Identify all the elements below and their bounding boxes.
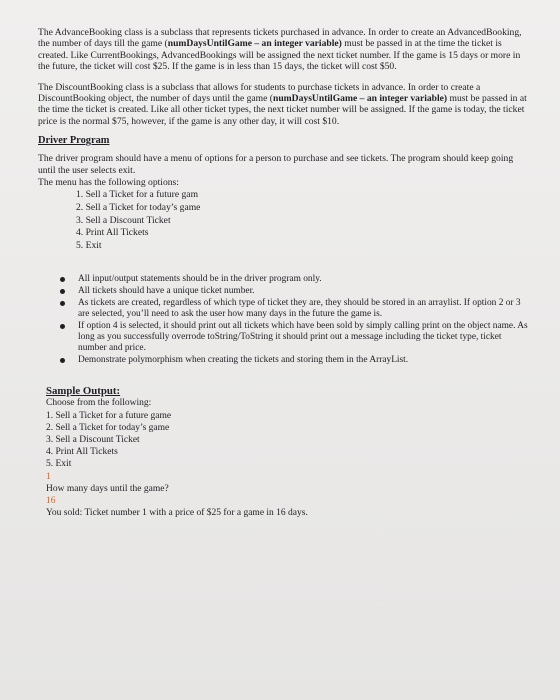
menu-option: 5. Exit — [76, 239, 102, 251]
text-run: must be passed in at the time the ticket is created. Like CurrentBookings, AdvancedBookings will be assigned the next ticket number. If the game is 15 days or more in the future, the ticket will cost $25. If the game is in less than 15 days, the ticket will cost $50. — [38, 38, 521, 73]
text-run: The DiscountBooking class is a subclass that allows for students to purchase tickets in advance. In order to create a DiscountBooking object, the number of days until the game ( — [38, 81, 481, 105]
requirement-item — [60, 355, 530, 366]
discount-booking-paragraph — [38, 82, 532, 128]
sample-choose-line: Choose from the following: — [46, 398, 152, 409]
text-run: The AdvanceBooking class is a subclass that represents tickets purchased in advance. In order to create an AdvancedBooking, the number of days till the game ( — [38, 27, 522, 50]
bullet-icon — [60, 301, 65, 306]
driver-description: The driver program should have a menu of options for a person to purchase and see tickets. The program should keep going until the user selects exit. — [38, 153, 514, 176]
sample-user-input: 16 — [46, 496, 56, 507]
requirement-item — [60, 274, 530, 285]
sample-output-heading: Sample Output: — [46, 385, 121, 398]
requirement-text: All tickets should have a unique ticket number. — [78, 286, 255, 297]
bullet-icon — [60, 289, 65, 294]
requirement-text: Demonstrate polymorphism when creating the tickets and storing them in the ArrayList. — [78, 355, 409, 366]
sample-option: 2. Sell a Ticket for today’s game — [46, 422, 170, 433]
requirements-list — [60, 274, 530, 366]
menu-options-list — [76, 189, 532, 252]
text-run: must be passed in at the time the ticket is created. Like all other ticket types, the next ticket number will be assigned. If the game is today, the ticket price is the normal $75, however, if the game is any other day, it will cost $10. — [38, 93, 527, 127]
menu-option: 1. Sell a Ticket for a future gam — [76, 189, 199, 201]
menu-option: 3. Sell a Discount Ticket — [76, 214, 171, 226]
menu-option: 2. Sell a Ticket for today’s game — [76, 202, 201, 214]
sample-option: 3. Sell a Discount Ticket — [46, 435, 140, 446]
bullet-icon — [60, 324, 65, 329]
requirement-item — [60, 286, 530, 297]
bullet-icon — [60, 358, 65, 363]
requirement-text: All input/output statements should be in the driver program only. — [78, 274, 322, 285]
bold-run: numDaysUntilGame – an integer variable) — [273, 93, 448, 105]
menu-option: 4. Print All Tickets — [76, 227, 149, 239]
advance-booking-paragraph — [38, 27, 532, 73]
requirement-item — [60, 321, 530, 355]
bullet-icon — [60, 277, 65, 282]
sample-result: You sold: Ticket number 1 with a price of $25 for a game in 16 days. — [46, 508, 308, 519]
sample-option: 1. Sell a Ticket for a future game — [46, 410, 172, 421]
requirement-item — [60, 298, 530, 320]
sample-output — [46, 385, 532, 519]
sample-option: 5. Exit — [46, 459, 72, 470]
sample-option: 4. Print All Tickets — [46, 447, 118, 458]
sample-user-input: 1 — [46, 471, 51, 482]
menu-intro: The menu has the following options: — [38, 177, 179, 189]
requirement-text: As tickets are created, regardless of which type of ticket they are, they should be stored in an arraylist. If option 2 or 3 are selected, you’ll need to ask the user how many days in the future the game is. — [78, 298, 521, 320]
requirement-text: If option 4 is selected, it should print out all tickets which have been sold by simply calling print on the object name. As long as you successfully overrode toString/ToString it should print out a message including the ticket type, ticket number and price. — [78, 321, 528, 354]
driver-program-heading: Driver Program — [38, 135, 110, 147]
sample-question: How many days until the game? — [46, 483, 169, 494]
bold-run: numDaysUntilGame – an integer variable) — [167, 38, 342, 50]
